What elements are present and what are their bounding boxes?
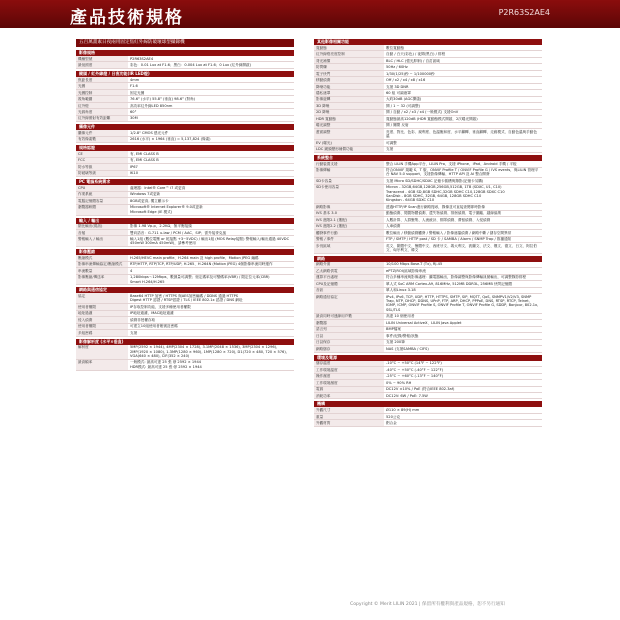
spec-label: 影像串流傳輸協定/壓縮模式	[76, 262, 128, 267]
spec-section	[314, 39, 542, 153]
spec-row	[314, 129, 542, 140]
spec-label: 工作環境溫度	[314, 367, 384, 372]
spec-label: 侵入偵測	[76, 317, 128, 322]
spec-value: 大約30dB (AGC開啟)	[386, 97, 422, 102]
spec-row	[76, 205, 294, 216]
section-title: 影像壓縮	[76, 249, 294, 255]
spec-label: SD卡容量	[314, 178, 384, 183]
spec-label: 乙太網路供電	[314, 268, 384, 273]
spec-value: 高功率紅外線LED 850nm	[130, 103, 173, 108]
spec-value: 5MP(2592 × 1944), 4MP(2304 × 1728), 3.1MP(2048 × 1536), 3MP(2304 × 1296), 2MP(1920 × 1080), 1.3MP(1280 × 960), 1MP(1280 × 720), D1(720 × 480, 720 × 576), VGA(640 × 480), CIF(352 × 240)	[130, 345, 287, 358]
spec-label: 網路儲存	[314, 346, 384, 351]
spec-section	[314, 401, 542, 426]
spec-label: 使用者權限	[76, 304, 128, 309]
spec-value: DC12V: 6W / PoE: 7.5W	[386, 393, 428, 398]
spec-label: 使用者權限	[76, 324, 128, 329]
spec-section	[76, 179, 294, 215]
spec-value: 4	[130, 268, 133, 273]
spec-value: -10°C ~ +50°C (14°F ~ 122°F)	[386, 361, 442, 366]
spec-value: 單人和Linux 3.18	[386, 288, 416, 293]
spec-label: 協定	[76, 293, 128, 303]
spec-value: 支援 200筆	[386, 340, 405, 345]
spec-value: H.265/HEVC main profile、H.264 main 及 high profile、Motion JPEG 編碼	[130, 255, 259, 260]
spec-value: 支援	[130, 330, 138, 335]
spec-label: 焦距長度	[76, 77, 128, 82]
spec-label: 紅外線燈亮度控制	[314, 51, 384, 56]
spec-value: NAS (支援SAMBA / CIFS)	[386, 346, 429, 351]
spec-value: DC12V ±10% / PoE (符合IEEE 802.3af)	[386, 387, 455, 392]
spec-row	[314, 243, 542, 254]
spec-row	[314, 147, 542, 153]
spec-label: 寬動態	[314, 45, 384, 50]
spec-value: Ø110 × 89(H) mm	[386, 408, 420, 413]
spec-row	[76, 137, 294, 143]
spec-label: 操作濕度	[314, 374, 384, 379]
spec-value: -40°C ~ +50°C (-40°F ~ 122°F)	[386, 367, 444, 372]
spec-row	[314, 168, 542, 179]
spec-label: 電源	[314, 387, 384, 392]
spec-value: 520公克	[386, 414, 401, 419]
spec-value: 50Hz / 60Hz	[386, 65, 408, 70]
spec-section	[76, 71, 294, 122]
section-title: PC 電腦系統需求	[76, 179, 294, 185]
spec-label: 警報 / 事件	[314, 237, 384, 242]
spec-value: 自動 / 白天(彩色) / 夜間(黑白) / 排程	[386, 52, 446, 57]
spec-section	[314, 155, 542, 254]
spec-value: 寬動態最高120dB (HDR 寬動態模式開啟，2次曝光開啟)	[386, 116, 478, 121]
spec-value: 可建立10組使用者帳號及密碼	[130, 324, 178, 329]
copyright-footer: Copyright © Merit LILIN 2021 | 保留所有權利與產品規格，恕不另行通知	[350, 602, 505, 607]
spec-row	[76, 360, 294, 371]
spec-value: 動態偵測、閒置物體偵測、遺失物偵測、徘徊偵測、電子圍籬、越線偵測	[386, 211, 501, 216]
section-title: 輸入 / 輸出	[76, 218, 294, 224]
spec-value: 0% ~ 90% RH	[386, 380, 412, 385]
spec-label: 隱私遮罩	[314, 90, 384, 95]
spec-value: 有, EMI CLASS B	[130, 151, 159, 156]
spec-value: Micron - 32GB,64GB,128GB,256GB,512GB, 1TB (SDXC, U1, C10) Transcend - 4GB SD,8GB SDHC,32GB SDHC C10,128GB SDXC C10 SanDisk - 8GB SDHC, 32GB, 64GB, 128GB SDHC C10 Kingston - 64GB SDXC C10	[386, 185, 505, 203]
spec-label: 瀏覽器軟體	[76, 205, 128, 215]
spec-label: 瀏覽器	[314, 320, 384, 325]
spec-value: 數位輸出 / 移動偵測觸發 / 警報輸入 / 影像遮擋偵測 / 網路中斷 / 儲存空間異常	[386, 230, 512, 235]
spec-label: 網路介面	[314, 262, 384, 267]
spec-value: 一般模式: 最高可達 25 張 @ 2592 × 1944 HDR模式: 最高可達 25 張 @ 2592 × 1944	[130, 360, 202, 369]
spec-label: 紅外線照射有效距離	[76, 116, 128, 121]
spec-label: 多組密碼	[76, 330, 128, 335]
spec-label: 行動裝置支援	[314, 161, 384, 166]
spec-value: -25°C ~ +60°C (-13°F ~ 140°F)	[386, 374, 444, 379]
spec-label: 最低照度	[76, 62, 128, 67]
spec-value: 支援 3D DNR	[386, 84, 409, 89]
spec-value: 英文、繁體中文、簡體中文、西班牙文、義大利文、波蘭文、法文、俄文、德文、日文、阿拉伯文、匈牙利文、韓文	[386, 243, 537, 252]
spec-value: F1.6	[130, 84, 138, 89]
spec-value: 偵測非授權存取	[130, 317, 156, 322]
spec-value: 支援 Micro SD/SDHC/SDXC 記憶卡插槽與錄影(記憶卡另購)	[386, 178, 484, 183]
spec-value: LILIN Universal ActiveX、LILIN Java Applet	[386, 320, 462, 325]
spec-label: CE	[76, 151, 128, 156]
spec-label: 防破壞等級	[76, 171, 128, 176]
section-title: 規格認證	[76, 145, 294, 151]
spec-section	[76, 145, 294, 177]
spec-label: 作業系統	[76, 192, 128, 197]
spec-section	[314, 256, 542, 353]
spec-label: 觸發事件行動	[314, 230, 384, 235]
spec-label: 外觀材質	[314, 420, 384, 425]
spec-value: 60 組 可調遮罩	[386, 90, 411, 95]
spec-label: 攝像元件	[76, 130, 128, 135]
spec-label: FCC	[76, 158, 128, 163]
spec-value: 開 / 關閉 反射	[386, 123, 409, 128]
spec-row	[76, 171, 294, 177]
spec-label: SD卡使用容量	[314, 185, 384, 203]
spec-value: 有, EMI CLASS B	[130, 158, 159, 163]
spec-value: Windows 7或更新	[130, 192, 161, 197]
section-title: 網路	[314, 256, 542, 262]
spec-label: 壓縮模式	[76, 255, 128, 260]
spec-label: 3D 降噪	[314, 103, 384, 108]
spec-value: 1,280kbps～12Mbps，數據量可調整；恆定碼率及可變碼率(VBR) / 限定位元率(CBR) Smart H.264/H.265	[130, 275, 270, 284]
spec-label: 影像壓縮/傳送率	[76, 275, 128, 285]
spec-section	[76, 218, 294, 248]
spec-value: IP67	[130, 164, 138, 169]
spec-value: 彩色：0.01 Lux at F1.6；黑白：0.004 Lux at F1.6；0 Lux (紅外線開啟)	[130, 63, 252, 68]
spec-label: EV (曝光)	[314, 140, 384, 145]
spec-value: 人數計算、人群聚集、人流統計、排隊偵測、滯留偵測、入侵偵測	[386, 217, 491, 222]
spec-row	[76, 293, 294, 304]
spec-label: IVS 進階2.2 (選配)	[314, 224, 384, 229]
spec-label: 網路影像	[314, 204, 384, 209]
spec-label: 光圈控制	[76, 90, 128, 95]
spec-value: 30M	[130, 116, 138, 121]
spec-section	[76, 287, 294, 336]
spec-value: 整合 LILIN 手機App平台，LILIN Pro，支援 iPhone、iPad、Android 手機 / 平板	[386, 161, 517, 166]
spec-row	[314, 420, 542, 426]
spec-label: 類比輸出(視訊)	[76, 224, 128, 229]
spec-value: 處理器：Intel® Core™ i7 或更高	[130, 185, 186, 190]
spec-value: 鋁合金	[386, 421, 397, 426]
spec-row	[314, 346, 542, 352]
section-title: 環境及電源	[314, 355, 542, 361]
spec-value: Microsoft® Internet Explorer® 9.0或更新 Microsoft Edge (IE 模式)	[130, 205, 203, 214]
spec-value: 輸入1組 (數位電壓 or 乾接點 +3~5VDC) / 輸出1組 (MOS Relay接點) 警報輸入/輸出通過 40VDC 450mW 300mA 450mW)，請參考使用	[130, 237, 290, 246]
spec-value: 開 / 自動 / x2 / x3 / x4 (一般模式) 支援OnV	[386, 110, 459, 115]
spec-section	[314, 355, 542, 400]
spec-value: 4mm	[130, 77, 140, 82]
page-title: 產品技術規格	[70, 8, 184, 28]
spec-section	[76, 50, 294, 69]
spec-label: 重量	[314, 414, 384, 419]
spec-row	[76, 62, 294, 68]
spec-value: 人車偵測	[386, 224, 401, 229]
spec-label: 背光補償	[314, 58, 384, 63]
spec-label: CPU及記憶體	[314, 281, 384, 286]
spec-value: 60°	[130, 109, 137, 114]
spec-label: 機種型號	[76, 56, 128, 61]
spec-value: IPv4, IPv6, TCP, UDP, HTTP, HTTPS, SMTP, SIP, MQTT, QoS, SNMPV1/V2/V3, SNMP Trap, NTP, DHCP, DDNS, UPnP, FTP, ARP, DHCP, PPPoE, DNS, RTSP, RTCP, Telnet, IGMP, ICMP, ONVIF Profile S, ONVIF Profile T, ONVIF Profile G, SDDP, Bonjour, 802.1x, SSL/TLS	[386, 294, 539, 312]
spec-label: 網路通信協定	[314, 294, 384, 312]
spec-label: 日誌保存	[314, 340, 384, 345]
spec-value: RTP/HTTP, RTP/TCP, RTP/UDP, H.265、H.264N (Motion JPEG) 4個影像串流同時運作	[130, 262, 273, 267]
spec-label: 最高同時可連線用戶數	[314, 314, 384, 319]
spec-label: IVS 基本 3.0	[314, 211, 384, 216]
spec-value: BLC / HLC (強光抑制) / 自訂區域	[386, 58, 440, 63]
spec-label: IVS 進階2.1 (選配)	[314, 217, 384, 222]
spec-label: 電腦記憶體容量	[76, 198, 128, 203]
spec-section	[76, 124, 294, 143]
right-spec-column	[314, 39, 542, 429]
spec-value: 開 / 1 ~ 32 (可調整)	[386, 103, 420, 108]
spec-value: Off / x2 / x4 / x8 / x16	[386, 78, 426, 83]
spec-value: 高達 10 個使用者	[386, 314, 415, 319]
spec-section	[76, 339, 294, 371]
spec-value: IP存取控制功能，支援多種使用者權限	[130, 304, 191, 309]
spec-label: 視角範圍	[76, 96, 128, 101]
spec-label: 步伐區域	[314, 243, 384, 253]
section-title: 其他影像相關功能	[314, 39, 542, 45]
spec-label: 降噪功能	[314, 84, 384, 89]
spec-value: 符合多種串流與影像處理：繼電器輸出，影像調整與影像傳輸訊號輸出，可調整錄影排程	[386, 275, 527, 280]
product-description-banner: 五百萬畫素日夜兩用固定焦紅外線防破壞球型攝錄機	[76, 39, 294, 47]
spec-label: HDR 寬動態	[314, 116, 384, 121]
spec-label: 警報輸入 / 輸出	[76, 236, 128, 246]
spec-label: 2D 降噪	[314, 110, 384, 115]
spec-row	[314, 393, 542, 399]
spec-label: 音頻	[76, 230, 128, 235]
spec-label: 運算平台處理	[314, 275, 384, 280]
section-title: 影像規格	[76, 50, 294, 56]
spec-label: 語言列	[314, 327, 384, 332]
spec-value: 雙向語音：G.711 u-law / PCM / AAC、SIP；需外接麥克風	[130, 230, 227, 235]
spec-label: 光圈	[76, 83, 128, 88]
spec-value: IK10	[130, 171, 138, 176]
spec-value: 透過HTTP/IP Scan進行網路搜尋，錄像並可直接查閱即時影像	[386, 204, 485, 209]
spec-label: 有效像素數	[76, 137, 128, 142]
spec-value: 8GB或更高, 獨立顯示卡	[130, 198, 169, 203]
spec-value: 76.6° (水平) 55.8° (垂直) 98.6° (對角)	[130, 97, 196, 102]
spec-label: 日誌	[314, 333, 384, 338]
spec-section	[76, 249, 294, 285]
section-title: 影像解析度 (水平×垂直)	[76, 339, 294, 345]
spec-label: 地址過濾	[76, 311, 128, 316]
spec-label: 影像旋轉	[314, 97, 384, 102]
spec-value: 1/30(1/25)秒 ~ 1/100000秒	[386, 71, 435, 76]
spec-value: FTP / SMTP / HTTP post / SD 卡 / SAMBA / Alarm / SNMP Trap / 推播通知	[386, 237, 512, 242]
spec-value: 事件/紀錄/警報/狀態	[386, 333, 419, 338]
section-title: 系統整合	[314, 155, 542, 161]
spec-value: BMP檔案	[386, 327, 401, 332]
spec-value: ePTZ(ROI)區域影像串流	[386, 268, 426, 273]
spec-value: 固定光圈	[130, 90, 145, 95]
spec-label: 最高幀率	[76, 360, 128, 370]
spec-label: 防閃爍	[314, 64, 384, 69]
left-spec-column	[76, 50, 294, 373]
spec-label: 移動偵測	[314, 77, 384, 82]
spec-value: 可調整	[386, 140, 397, 145]
spec-label: 儲存溫度	[314, 361, 384, 366]
spec-row	[76, 330, 294, 336]
spec-row	[76, 236, 294, 247]
spec-value: Base64 HTTP 加密 / HTTPS 與AES加密編碼 / DDNS 通過 HTTPS Digest HTTP 認證 / RTSP認證 / TLS / IEEE 802.1x 認證 / DNS 網址	[130, 294, 243, 303]
spec-value: 影像 1.98 Vp-p，2.2KΩ，無平衡接頭	[130, 224, 192, 229]
spec-label: 畫面調整	[314, 129, 384, 139]
spec-label: LDC 鏡頭變形補償功能	[314, 147, 384, 152]
spec-label: 消耗功率	[314, 393, 384, 398]
section-title: 鏡頭 / 紅外線燈 / 日夜功能(IR LED燈)	[76, 71, 294, 77]
model-number: P2R63S2AE4	[498, 8, 550, 17]
spec-label: 防水等級	[76, 164, 128, 169]
spec-label: 電子快門	[314, 71, 384, 76]
spec-value: 10/100 Mbps Base-T (Tx), RJ-45	[386, 262, 443, 267]
spec-label: 串流數量	[76, 268, 128, 273]
spec-label: CPU	[76, 185, 128, 190]
spec-label: 光源角度	[76, 109, 128, 114]
spec-value: 數位寬動態	[386, 45, 404, 50]
spec-row	[76, 345, 294, 360]
spec-label: 工作環境濕度	[314, 380, 384, 385]
spec-value: 2616 (水平) × 1964 (垂直) = 5,137,824 (像素)	[130, 137, 211, 142]
section-title: 機構	[314, 401, 542, 407]
section-title: 網路與通信協定	[76, 287, 294, 293]
header-bar	[0, 0, 620, 28]
spec-value: 單人式 SoC ARM Cortex-A9, 816MHz, 512MB DDR3L, 256MB 快閃記憶體	[386, 281, 512, 286]
section-title: 攝像元件	[76, 124, 294, 130]
spec-label: 紅外燈	[76, 103, 128, 108]
spec-label: 解析度	[76, 345, 128, 359]
spec-value: 1/2.8" CMOS 感光元件	[130, 130, 169, 135]
spec-row	[314, 185, 542, 204]
spec-label: 音訊	[314, 288, 384, 293]
spec-value: IP地址過濾，MAC地址過濾	[130, 311, 174, 316]
spec-value: 支援	[386, 147, 394, 152]
spec-value: P2R63S2AE4	[130, 56, 154, 61]
spec-value: 符合ONVIF 規範 S、T 版，ONVIF Profile T / ONVIF Profile G / IVS events，與LILIN 管理平台 NAV 5.0 support，支援影像傳輸、HTTP API 及 AI 整合開發	[386, 168, 539, 177]
spec-label: 外觀尺寸	[314, 407, 384, 412]
spec-label: 影像傳輸	[314, 168, 384, 178]
spec-row	[314, 294, 542, 313]
spec-label: 曝光調整	[314, 123, 384, 128]
spec-value: 亮度、對比、色彩、銳利度、色溫飽和度、水平翻轉、垂直翻轉、走廊模式、自動色溫與手動色溫	[386, 129, 537, 139]
spec-row	[76, 116, 294, 122]
spec-row	[76, 275, 294, 286]
